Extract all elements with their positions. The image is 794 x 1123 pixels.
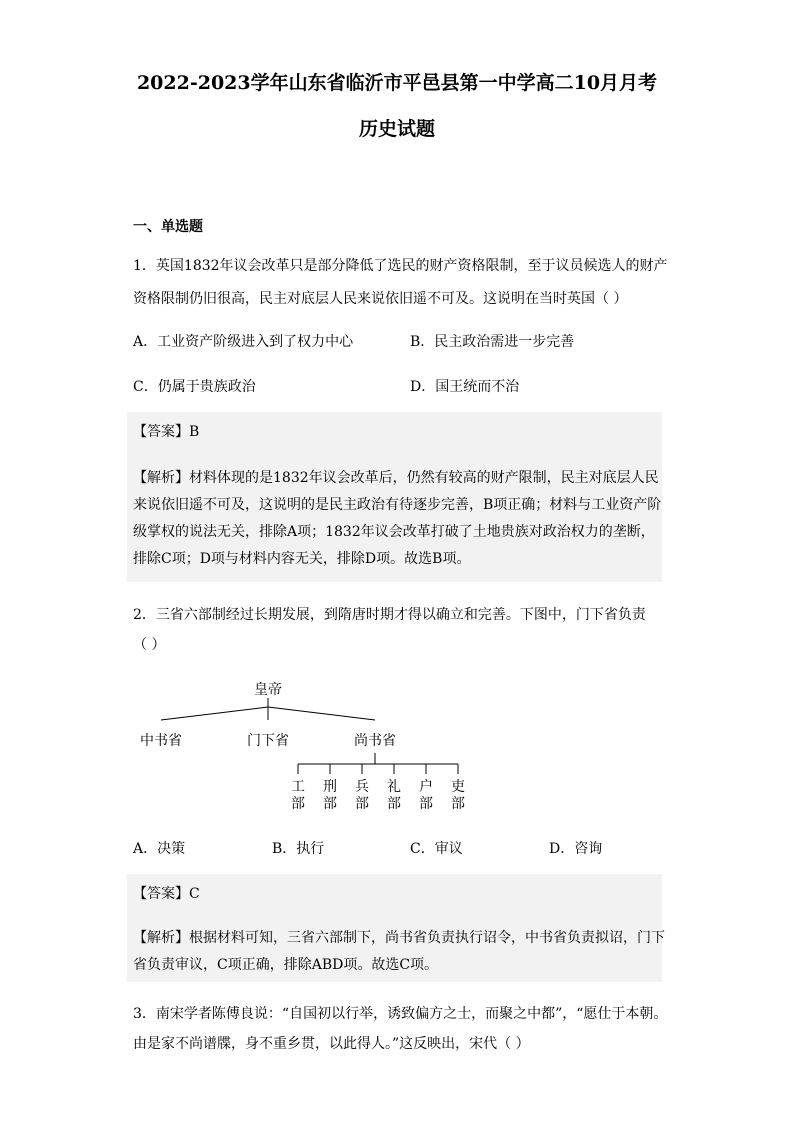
q1-option-d: D．国王统而不治 bbox=[410, 379, 520, 395]
three-departments-diagram bbox=[133, 678, 473, 818]
zhongshu-node: 中书省 bbox=[140, 733, 182, 749]
q2-option-b: B．执行 bbox=[272, 841, 325, 857]
document-title: 2022-2023学年山东省临沂市平邑县第一中学高二10月月考 bbox=[136, 72, 658, 94]
ministry-personnel-char-1: 吏 bbox=[451, 779, 465, 795]
ministry-revenue-char-2: 部 bbox=[419, 796, 433, 812]
q1-analysis-line-1: 【解析】材料体现的是1832年议会改革后，仍然有较高的财产限制，民主对底层人民 bbox=[133, 470, 659, 486]
ministry-personnel-char-2: 部 bbox=[451, 796, 465, 812]
q2-analysis-line-1: 【解析】根据材料可知，三省六部制下，尚书省负责执行诏令，中书省负责拟诏，门下 bbox=[133, 930, 665, 946]
ministry-revenue-char-1: 户 bbox=[419, 779, 433, 795]
document-subtitle: 历史试题 bbox=[358, 118, 435, 140]
q2-answer-box bbox=[127, 874, 665, 982]
q1-stem-line-2: 资格限制仍旧很高，民主对底层人民来说依旧遥不可及。这说明在当时英国（ ） bbox=[133, 291, 628, 307]
q3-stem-line-1: 3．南宋学者陈傅良说：“自国初以行举，诱致偏方之士，而聚之中都”，“愿仕于本朝。 bbox=[133, 1006, 668, 1022]
ministry-justice-char-2: 部 bbox=[323, 796, 337, 812]
q2-answer: 【答案】C bbox=[133, 886, 200, 902]
q1-analysis-line-3: 级掌权的说法无关，排除A项；1832年议会改革打破了土地贵族对政治权力的垄断， bbox=[133, 524, 655, 540]
ministry-rites-char-1: 礼 bbox=[387, 779, 401, 795]
q1-analysis-line-2: 来说依旧遥不可及，这说明的是民主政治有待逐步完善，B项正确；材料与工业资产阶 bbox=[133, 497, 662, 513]
ministry-justice-char-1: 刑 bbox=[323, 779, 337, 795]
q2-option-a: A．决策 bbox=[133, 841, 186, 857]
ministry-war-char-2: 部 bbox=[355, 796, 369, 812]
menxia-node: 门下省 bbox=[247, 733, 289, 749]
ministry-works-char-2: 部 bbox=[291, 796, 305, 812]
q1-option-c: C．仍属于贵族政治 bbox=[133, 379, 256, 395]
q1-option-a: A．工业资产阶级进入到了权力中心 bbox=[133, 334, 354, 350]
q2-stem-line-1: 2．三省六部制经过长期发展，到隋唐时期才得以确立和完善。下图中，门下省负责 bbox=[133, 607, 646, 623]
q2-option-c: C．审议 bbox=[410, 841, 463, 857]
ministry-works-char-1: 工 bbox=[291, 779, 305, 795]
shangshu-node: 尚书省 bbox=[354, 733, 396, 749]
q3-stem-line-2: 由是家不尚谱牒，身不重乡贯，以此得人。”这反映出，宋代（ ） bbox=[133, 1036, 530, 1052]
branch-line-right bbox=[268, 707, 375, 720]
section-heading: 一、单选题 bbox=[133, 219, 203, 235]
branch-line-left bbox=[161, 707, 268, 720]
q1-analysis-line-4: 排除C项；D项与材料内容无关，排除D项。故选B项。 bbox=[133, 551, 471, 567]
q1-option-b: B．民主政治需进一步完善 bbox=[410, 334, 575, 350]
q1-answer-box bbox=[127, 412, 662, 582]
q1-answer: 【答案】B bbox=[133, 424, 200, 440]
q2-analysis-line-2: 省负责审议，C项正确，排除ABD项。故选C项。 bbox=[133, 957, 439, 973]
q2-option-d: D．咨询 bbox=[549, 841, 603, 857]
q2-stem-line-2: （ ） bbox=[133, 637, 166, 653]
q1-stem-line-1: 1．英国1832年议会改革只是部分降低了选民的财产资格限制，至于议员候选人的财产 bbox=[133, 258, 668, 274]
ministry-rites-char-2: 部 bbox=[387, 796, 401, 812]
ministry-war-char-1: 兵 bbox=[355, 779, 369, 795]
emperor-node: 皇帝 bbox=[254, 682, 282, 698]
